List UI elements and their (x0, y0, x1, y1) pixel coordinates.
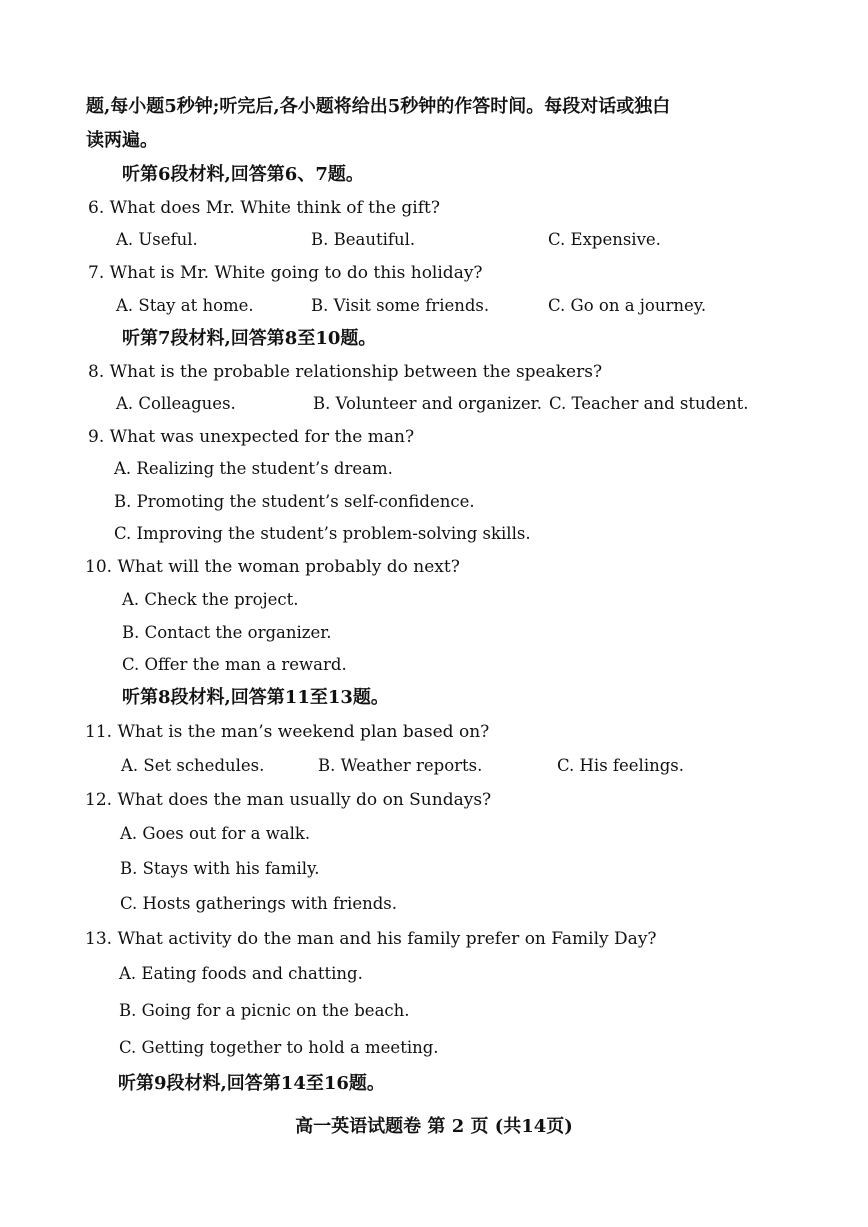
section-header-9: 听第9段材料,回答第14至16题。 (118, 1073, 385, 1094)
question-8 (88, 360, 602, 384)
question-number: 8. (88, 362, 105, 382)
option-6c: C. Expensive. (548, 230, 661, 249)
question-text: What does the man usually do on Sundays? (117, 790, 492, 810)
intro-line-2: 读两遍。 (86, 130, 158, 151)
option-8c: C. Teacher and student. (549, 394, 749, 413)
question-text: What does Mr. White think of the gift? (109, 198, 440, 218)
question-number: 10. (85, 557, 113, 577)
section-header-8: 听第8段材料,回答第11至13题。 (122, 687, 389, 708)
section-header-7: 听第7段材料,回答第8至10题。 (122, 328, 377, 349)
question-text: What is the man’s weekend plan based on? (117, 722, 490, 742)
option-13a: A. Eating foods and chatting. (119, 964, 363, 983)
question-text: What activity do the man and his family prefer on Family Day? (117, 929, 657, 949)
question-number: 12. (85, 790, 113, 810)
section-header-6: 听第6段材料,回答第6、7题。 (122, 164, 364, 185)
option-8b: B. Volunteer and organizer. (313, 394, 542, 413)
question-12 (85, 788, 491, 812)
option-11c: C. His feelings. (557, 756, 684, 775)
option-12b: B. Stays with his family. (120, 859, 320, 878)
question-10 (85, 555, 460, 579)
option-9b: B. Promoting the student’s self-confidence. (114, 492, 475, 511)
option-8a: A. Colleagues. (116, 394, 236, 413)
option-6a: A. Useful. (116, 230, 198, 249)
question-number: 13. (85, 929, 113, 949)
option-7b: B. Visit some friends. (311, 296, 490, 315)
question-number: 7. (88, 263, 105, 283)
option-11a: A. Set schedules. (121, 756, 265, 775)
question-13 (85, 927, 657, 951)
option-11b: B. Weather reports. (318, 756, 483, 775)
option-12c: C. Hosts gatherings with friends. (120, 894, 397, 913)
question-text: What will the woman probably do next? (117, 557, 460, 577)
intro-line-1: 题,每小题5秒钟;听完后,各小题将给出5秒钟的作答时间。每段对话或独白 (86, 96, 671, 117)
question-number: 9. (88, 427, 105, 447)
option-9c: C. Improving the student’s problem-solving skills. (114, 524, 531, 543)
question-9 (88, 425, 414, 449)
question-number: 6. (88, 198, 105, 218)
question-number: 11. (85, 722, 113, 742)
option-10c: C. Offer the man a reward. (122, 655, 347, 674)
option-7a: A. Stay at home. (116, 296, 254, 315)
option-13b: B. Going for a picnic on the beach. (119, 1001, 410, 1020)
option-10a: A. Check the project. (122, 590, 299, 609)
question-7 (88, 261, 483, 285)
page-footer: 高一英语试题卷 第 2 页 (共14页) (295, 1116, 573, 1137)
question-text: What is Mr. White going to do this holiday? (109, 263, 483, 283)
option-12a: A. Goes out for a walk. (120, 824, 311, 843)
option-6b: B. Beautiful. (311, 230, 416, 249)
option-7c: C. Go on a journey. (548, 296, 707, 315)
option-13c: C. Getting together to hold a meeting. (119, 1038, 439, 1057)
option-10b: B. Contact the organizer. (122, 623, 332, 642)
question-6 (88, 196, 440, 220)
question-11 (85, 720, 489, 744)
option-9a: A. Realizing the student’s dream. (114, 459, 393, 478)
question-text: What was unexpected for the man? (109, 427, 415, 447)
question-text: What is the probable relationship between the speakers? (109, 362, 603, 382)
